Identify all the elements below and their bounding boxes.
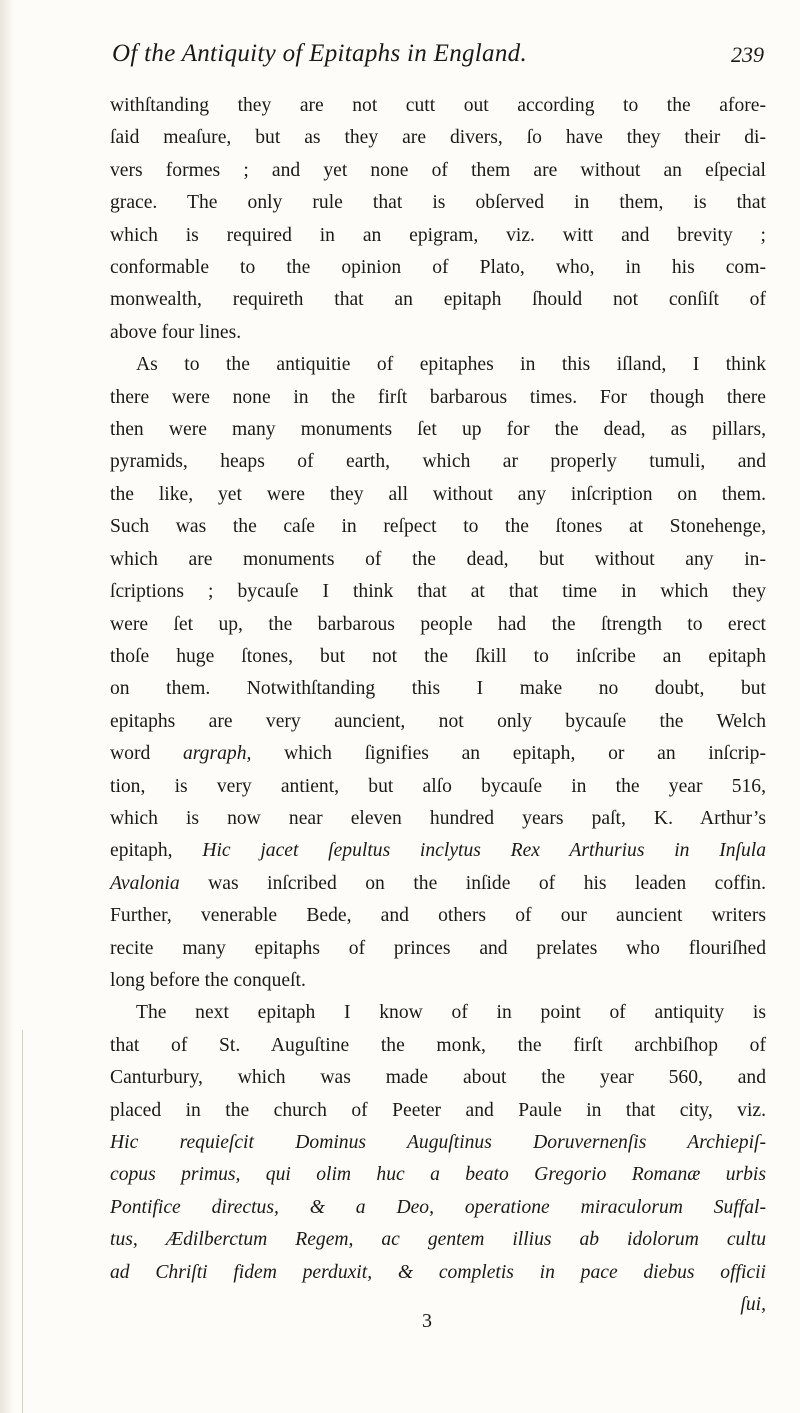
page-number: 239 <box>731 42 764 67</box>
text-line: which are monuments of the dead, but without any in- <box>110 548 766 570</box>
text-line: The next epitaph I know of in point of antiquity is <box>136 1002 766 1024</box>
margin-line <box>22 1030 23 1413</box>
text-line: As to the antiquitie of epitaphes in this iſland, I think <box>136 354 766 376</box>
body-text <box>110 90 766 1321</box>
text-line: were ſet up, the barbarous people had the ſtrength to erect <box>110 613 766 635</box>
text-run: which ſignifies an epitaph, or an inſcrip- <box>251 743 766 765</box>
text-line: thoſe huge ſtones, but not the ſkill to inſcribe an epitaph <box>110 645 766 667</box>
latin-epitaph-line: Hic requieſcit Dominus Auguſtinus Doruvernenſis Archiepiſ- <box>110 1132 766 1153</box>
text-line: recite many epitaphs of princes and prelates who flouriſhed <box>110 937 766 959</box>
signature-mark: 3 <box>422 1310 433 1332</box>
text-line: epitaphs are very auncient, not only bycauſe the Welch <box>110 710 766 732</box>
text-line <box>110 868 766 900</box>
catchword: ſui, <box>740 1294 766 1316</box>
latin-epitaph-line: tus, Ædilberctum Regem, ac gentem illius ab idolorum cultu <box>110 1229 766 1251</box>
text-line: that of St. Auguſtine the monk, the firſt archbiſhop of <box>110 1034 766 1056</box>
latin-epitaph-line: ad Chriſti fidem perduxit, & completis in pace diebus officii <box>110 1261 766 1283</box>
text-line: long before the conqueſt. <box>110 969 306 991</box>
text-line: Such was the caſe in reſpect to the ſtones at Stonehenge, <box>110 516 766 538</box>
text-run: word <box>110 743 183 765</box>
latin-epitaph: Hic jacet ſepultus inclytus Rex Arthurius in Inſula <box>202 840 766 862</box>
text-line: then were many monuments ſet up for the dead, as pillars, <box>110 419 766 441</box>
page-header <box>112 40 764 84</box>
latin-epitaph-line: Pontifice directus, & a Deo, operatione miraculorum Suffal- <box>110 1196 766 1218</box>
latin-epitaph: Avalonia <box>110 872 180 894</box>
text-line: ſcriptions ; bycauſe I think that at that time in which they <box>110 581 766 603</box>
italic-word: argraph, <box>182 743 252 765</box>
text-run: epitaph, <box>110 840 203 862</box>
text-line: which is required in an epigram, viz. witt and brevity ; <box>110 224 766 246</box>
latin-epitaph-line: copus primus, qui olim huc a beato Gregorio Romanæ urbis <box>110 1164 766 1186</box>
text-line: withſtanding they are not cutt out according to the afore- <box>110 95 766 116</box>
text-line: vers formes ; and yet none of them are without an eſpecial <box>110 159 766 181</box>
text-line: placed in the church of Peeter and Paule in that city, viz. <box>110 1099 766 1121</box>
running-title: Of the Antiquity of Epitaphs in England. <box>112 40 527 67</box>
text-line: on them. Notwithſtanding this I make no doubt, but <box>110 678 766 700</box>
text-line: there were none in the firſt barbarous times. For though there <box>110 386 766 408</box>
text-line <box>110 835 766 867</box>
text-line: above four lines. <box>110 321 242 343</box>
text-line: monwealth, requireth that an epitaph ſhould not conſiſt of <box>110 289 766 311</box>
text-line: Further, venerable Bede, and others of our auncient writers <box>110 905 766 927</box>
text-line: pyramids, heaps of earth, which ar properly tumuli, and <box>110 451 766 473</box>
text-line: ſaid meaſure, but as they are divers, ſo have they their di- <box>110 127 766 149</box>
text-line: tion, is very antient, but alſo bycauſe in the year 516, <box>110 775 766 797</box>
text-run: was inſcribed on the inſide of his leaden coffin. <box>179 872 766 894</box>
text-line: which is now near eleven hundred years paſt, K. Arthur’s <box>110 807 766 829</box>
text-line: Canturbury, which was made about the year 560, and <box>110 1067 766 1089</box>
text-line <box>110 738 766 770</box>
text-line: the like, yet were they all without any inſcription on them. <box>110 483 766 505</box>
text-line: conformable to the opinion of Plato, who, in his com- <box>110 257 766 279</box>
binding-edge <box>0 0 14 1413</box>
text-line: grace. The only rule that is obſerved in them, is that <box>110 192 766 214</box>
